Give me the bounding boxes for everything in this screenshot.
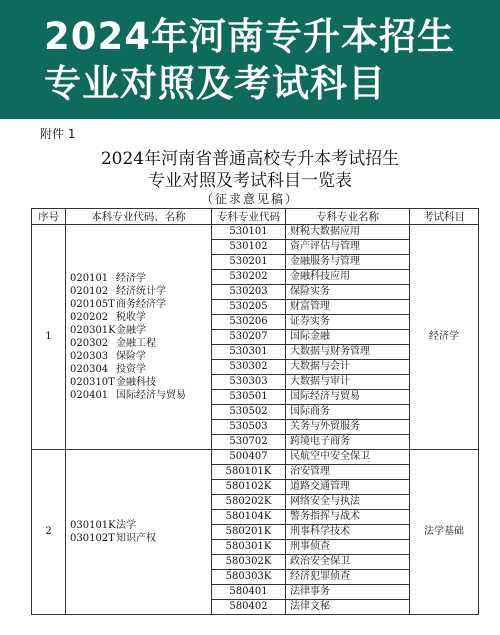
undergrad-major xyxy=(70,311,207,324)
major-name: 法律文秘 xyxy=(286,600,410,615)
header-exam-subject: 考试科目 xyxy=(410,209,479,225)
undergrad-major xyxy=(70,285,207,298)
undergrad-major-code: 020303 xyxy=(70,351,109,362)
undergrad-major-code: 020105T xyxy=(70,299,115,310)
major-name: 治安管理 xyxy=(286,465,410,480)
row-number: 2 xyxy=(32,450,66,615)
undergrad-major-name: 法学 xyxy=(116,520,136,531)
major-name: 道路交通管理 xyxy=(286,480,410,495)
undergrad-major-code: 030101K xyxy=(70,520,116,531)
major-name: 证券实务 xyxy=(286,315,410,330)
undergrad-major-name: 税收学 xyxy=(116,312,146,323)
table-row xyxy=(32,225,479,240)
major-code: 530201 xyxy=(212,255,286,270)
undergrad-major-code: 020202 xyxy=(70,312,109,323)
major-code: 580303K xyxy=(212,570,286,585)
major-name: 国际商务 xyxy=(286,405,410,420)
major-code: 530102 xyxy=(212,240,286,255)
major-name: 金融科技应用 xyxy=(286,270,410,285)
header-undergrad: 本科专业代码、名称 xyxy=(66,209,212,225)
undergrad-major-code: 020302 xyxy=(70,338,109,349)
major-code: 530202 xyxy=(212,270,286,285)
draft-note: （征求意见稿） xyxy=(200,192,299,206)
undergrad-major xyxy=(70,532,207,545)
undergrad-major-name: 金融工程 xyxy=(116,338,156,349)
exam-subject: 经济学 xyxy=(410,225,479,450)
major-code: 530205 xyxy=(212,300,286,315)
undergrad-major-name: 金融科技 xyxy=(116,377,156,388)
title-banner xyxy=(0,0,500,119)
major-subject-table xyxy=(31,208,479,615)
banner-line-2: 专业对照及考试科目 xyxy=(44,62,386,105)
banner-line-1: 2024年河南专升本招生 xyxy=(44,15,455,58)
major-name: 刑事侦查 xyxy=(286,540,410,555)
major-code: 530502 xyxy=(212,405,286,420)
major-name: 经济犯罪侦查 xyxy=(286,570,410,585)
header-major-code: 专科专业代码 xyxy=(212,209,286,225)
undergrad-major-name: 保险学 xyxy=(116,351,146,362)
major-name: 跨境电子商务 xyxy=(286,435,410,450)
undergrad-major-code: 020102 xyxy=(70,286,109,297)
undergrad-major xyxy=(70,298,207,311)
undergrad-major-name: 经济统计学 xyxy=(116,286,166,297)
major-code: 580104K xyxy=(212,510,286,525)
document-subtitle: 专业对照及考试科目一览表 xyxy=(148,171,352,191)
major-name: 大数据与会计 xyxy=(286,360,410,375)
major-code: 530702 xyxy=(212,435,286,450)
undergrad-major xyxy=(70,324,207,337)
undergrad-major-code: 020301K xyxy=(70,325,116,336)
undergrad-major-name: 国际经济与贸易 xyxy=(116,390,186,401)
undergrad-major-code: 020101 xyxy=(70,273,109,284)
major-name: 大数据与财务管理 xyxy=(286,345,410,360)
attachment-label: 附件 1 xyxy=(40,127,76,141)
header-no: 序号 xyxy=(32,209,66,225)
major-code: 530301 xyxy=(212,345,286,360)
major-name: 金融服务与管理 xyxy=(286,255,410,270)
undergrad-major-code: 020401 xyxy=(70,390,109,401)
table-row xyxy=(32,450,479,465)
undergrad-major xyxy=(70,272,207,285)
major-name: 国际经济与贸易 xyxy=(286,390,410,405)
undergrad-major xyxy=(70,350,207,363)
major-name: 国际金融 xyxy=(286,330,410,345)
major-name: 警务指挥与战术 xyxy=(286,510,410,525)
table-header-row xyxy=(32,209,479,225)
major-code: 530303 xyxy=(212,375,286,390)
major-name: 法律事务 xyxy=(286,585,410,600)
major-name: 刑事科学技术 xyxy=(286,525,410,540)
major-code: 580101K xyxy=(212,465,286,480)
major-name: 保险实务 xyxy=(286,285,410,300)
undergrad-major-code: 020304 xyxy=(70,364,109,375)
major-code: 530203 xyxy=(212,285,286,300)
undergrad-majors-cell xyxy=(66,225,212,450)
undergrad-major-name: 金融学 xyxy=(116,325,146,336)
major-name: 网络安全与执法 xyxy=(286,495,410,510)
major-code: 580402 xyxy=(212,600,286,615)
undergrad-major-code: 020310T xyxy=(70,377,115,388)
row-number: 1 xyxy=(32,225,66,450)
major-name: 大数据与审计 xyxy=(286,375,410,390)
major-code: 530302 xyxy=(212,360,286,375)
major-code: 580202K xyxy=(212,495,286,510)
undergrad-major xyxy=(70,376,207,389)
major-name: 政治安全保卫 xyxy=(286,555,410,570)
undergrad-major-name: 商务经济学 xyxy=(116,299,166,310)
major-code: 580302K xyxy=(212,555,286,570)
undergrad-major-name: 投资学 xyxy=(116,364,146,375)
undergrad-major-code: 030102T xyxy=(70,533,115,544)
major-code: 530207 xyxy=(212,330,286,345)
major-code: 580102K xyxy=(212,480,286,495)
exam-subject: 法学基础 xyxy=(410,450,479,615)
undergrad-major-name: 知识产权 xyxy=(116,533,156,544)
major-code: 500407 xyxy=(212,450,286,465)
major-code: 530101 xyxy=(212,225,286,240)
undergrad-major xyxy=(70,337,207,350)
major-name: 财富管理 xyxy=(286,300,410,315)
undergrad-majors-cell xyxy=(66,450,212,615)
major-code: 580301K xyxy=(212,540,286,555)
undergrad-major xyxy=(70,389,207,402)
undergrad-major xyxy=(70,519,207,532)
undergrad-major-name: 经济学 xyxy=(116,273,146,284)
major-name: 财税大数据应用 xyxy=(286,225,410,240)
undergrad-major xyxy=(70,363,207,376)
major-code: 580401 xyxy=(212,585,286,600)
major-code: 530501 xyxy=(212,390,286,405)
major-name: 民航空中安全保卫 xyxy=(286,450,410,465)
major-code: 530503 xyxy=(212,420,286,435)
header-major-name: 专科专业名称 xyxy=(286,209,410,225)
major-code: 580201K xyxy=(212,525,286,540)
document-title: 2024年河南省普通高校专升本考试招生 xyxy=(100,149,400,169)
major-code: 530206 xyxy=(212,315,286,330)
major-name: 关务与外贸服务 xyxy=(286,420,410,435)
major-name: 资产评估与管理 xyxy=(286,240,410,255)
